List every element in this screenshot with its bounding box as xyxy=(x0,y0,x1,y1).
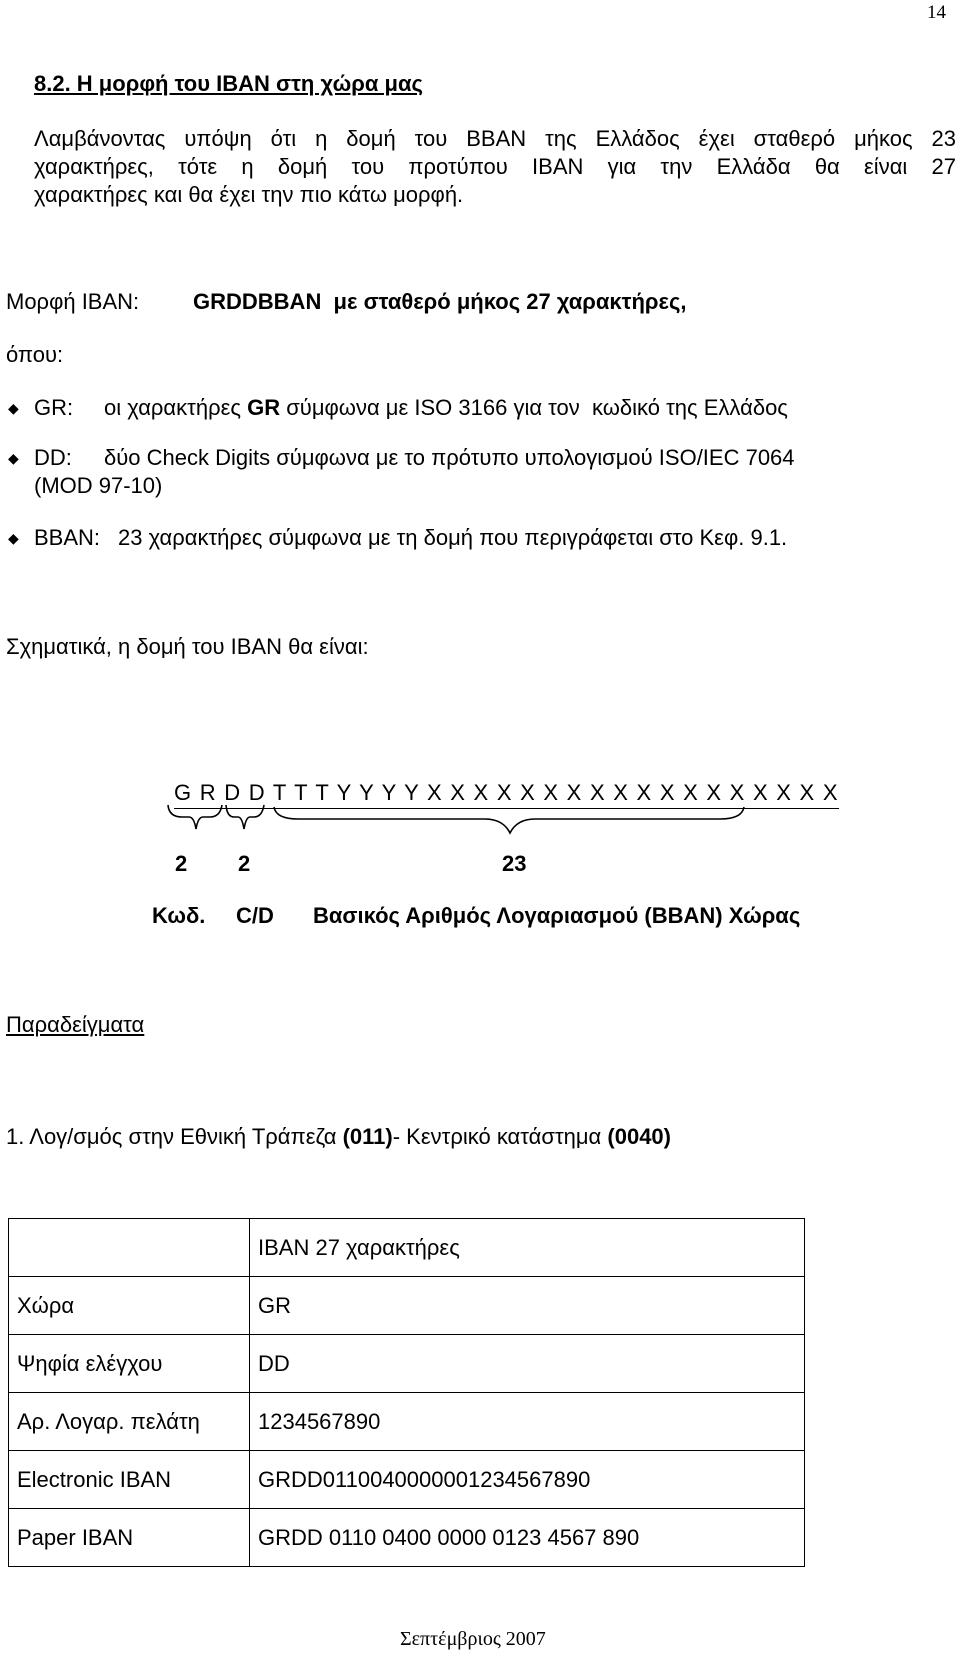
footer-date: Σεπτέμβριος 2007 xyxy=(400,1628,546,1650)
diamond-bullet-icon: ◆ xyxy=(8,530,19,546)
brace-check xyxy=(226,805,264,829)
table-row xyxy=(9,1393,805,1451)
example-1-line: 1. Λογ/σμός στην Εθνική Τράπεζα (011)- Κεντρικό κατάστημα (0040) xyxy=(6,1124,671,1149)
iban-example-table xyxy=(8,1218,805,1567)
table-row-label: Χώρα xyxy=(9,1277,250,1335)
table-cell xyxy=(9,1219,250,1277)
count-country: 2 xyxy=(175,851,188,876)
table-row-label: Electronic IBAN xyxy=(9,1451,250,1509)
intro-paragraph xyxy=(34,125,956,209)
section-title: 8.2. Η μορφή του IBAN στη χώρα μας xyxy=(34,71,423,96)
bullet-key-dd: DD: xyxy=(34,445,72,470)
table-row-label: Αρ. Λογαρ. πελάτη xyxy=(9,1393,250,1451)
label-country-code: Κωδ. xyxy=(152,903,206,928)
bullet-key-bban: BBAN: xyxy=(34,525,101,550)
intro-line-2: χαρακτήρες, τότε η δομή του προτύπου IBAN για την Ελλάδα θα είναι 27 xyxy=(34,154,956,179)
intro-line-1: Λαμβάνοντας υπόψη ότι η δομή του BBAN της Ελλάδος έχει σταθερό μήκος 23 xyxy=(34,126,956,151)
table-row xyxy=(9,1219,805,1277)
bullet-key-gr: GR: xyxy=(34,395,74,420)
bullet-text-dd: δύο Check Digits σύμφωνα με το πρότυπο υπολογισμού ISO/IEC 7064 xyxy=(104,445,795,470)
table-row-value: 1234567890 xyxy=(250,1393,805,1451)
iban-sequence: G R D D T T T Y Y Y Y X X X X X X X X X X X X X X X X X X xyxy=(174,780,839,809)
bullet-text-bban: 23 χαρακτήρες σύμφωνα με τη δομή που περιγράφεται στο Κεφ. 9.1. xyxy=(118,525,788,550)
table-row xyxy=(9,1451,805,1509)
schematic-intro: Σχηματικά, η δομή του IBAN θα είναι: xyxy=(6,634,369,659)
table-row-value: GRDD0110040000001234567890 xyxy=(250,1451,805,1509)
intro-line-3: χαρακτήρες και θα έχει την πιο κάτω μορφή. xyxy=(34,182,464,207)
page-number: 14 xyxy=(927,2,946,23)
diamond-bullet-icon: ◆ xyxy=(8,400,19,416)
format-label: Μορφή IBAN: xyxy=(6,289,140,314)
table-row-label: Paper IBAN xyxy=(9,1509,250,1567)
diamond-bullet-icon: ◆ xyxy=(8,450,19,466)
table-row-value: DD xyxy=(250,1335,805,1393)
bullet-text-dd-cont: (MOD 97-10) xyxy=(34,473,163,498)
brace-bban xyxy=(274,807,744,833)
label-bban: Βασικός Αριθμός Λογαριασμού (BBAN) Χώρας xyxy=(313,903,801,928)
table-row-value: GR xyxy=(250,1277,805,1335)
table-row-label: Ψηφία ελέγχου xyxy=(9,1335,250,1393)
table-row xyxy=(9,1509,805,1567)
label-check-digits: C/D xyxy=(236,903,274,928)
format-value: GRDDBBAN με σταθερό μήκος 27 χαρακτήρες, xyxy=(193,289,687,314)
brace-country xyxy=(168,805,222,829)
where-label: όπου: xyxy=(6,342,64,367)
table-row xyxy=(9,1277,805,1335)
count-check: 2 xyxy=(238,851,251,876)
brace-diagram xyxy=(160,803,800,843)
table-row xyxy=(9,1335,805,1393)
table-row-value: GRDD 0110 0400 0000 0123 4567 890 xyxy=(250,1509,805,1567)
table-header-cell: IBAN 27 χαρακτήρες xyxy=(250,1219,805,1277)
bullet-text-gr: οι χαρακτήρες GR σύμφωνα με ISO 3166 για τον κωδικό της Ελλάδος xyxy=(104,395,788,420)
count-bban: 23 xyxy=(502,851,527,876)
examples-heading: Παραδείγματα xyxy=(6,1012,145,1037)
